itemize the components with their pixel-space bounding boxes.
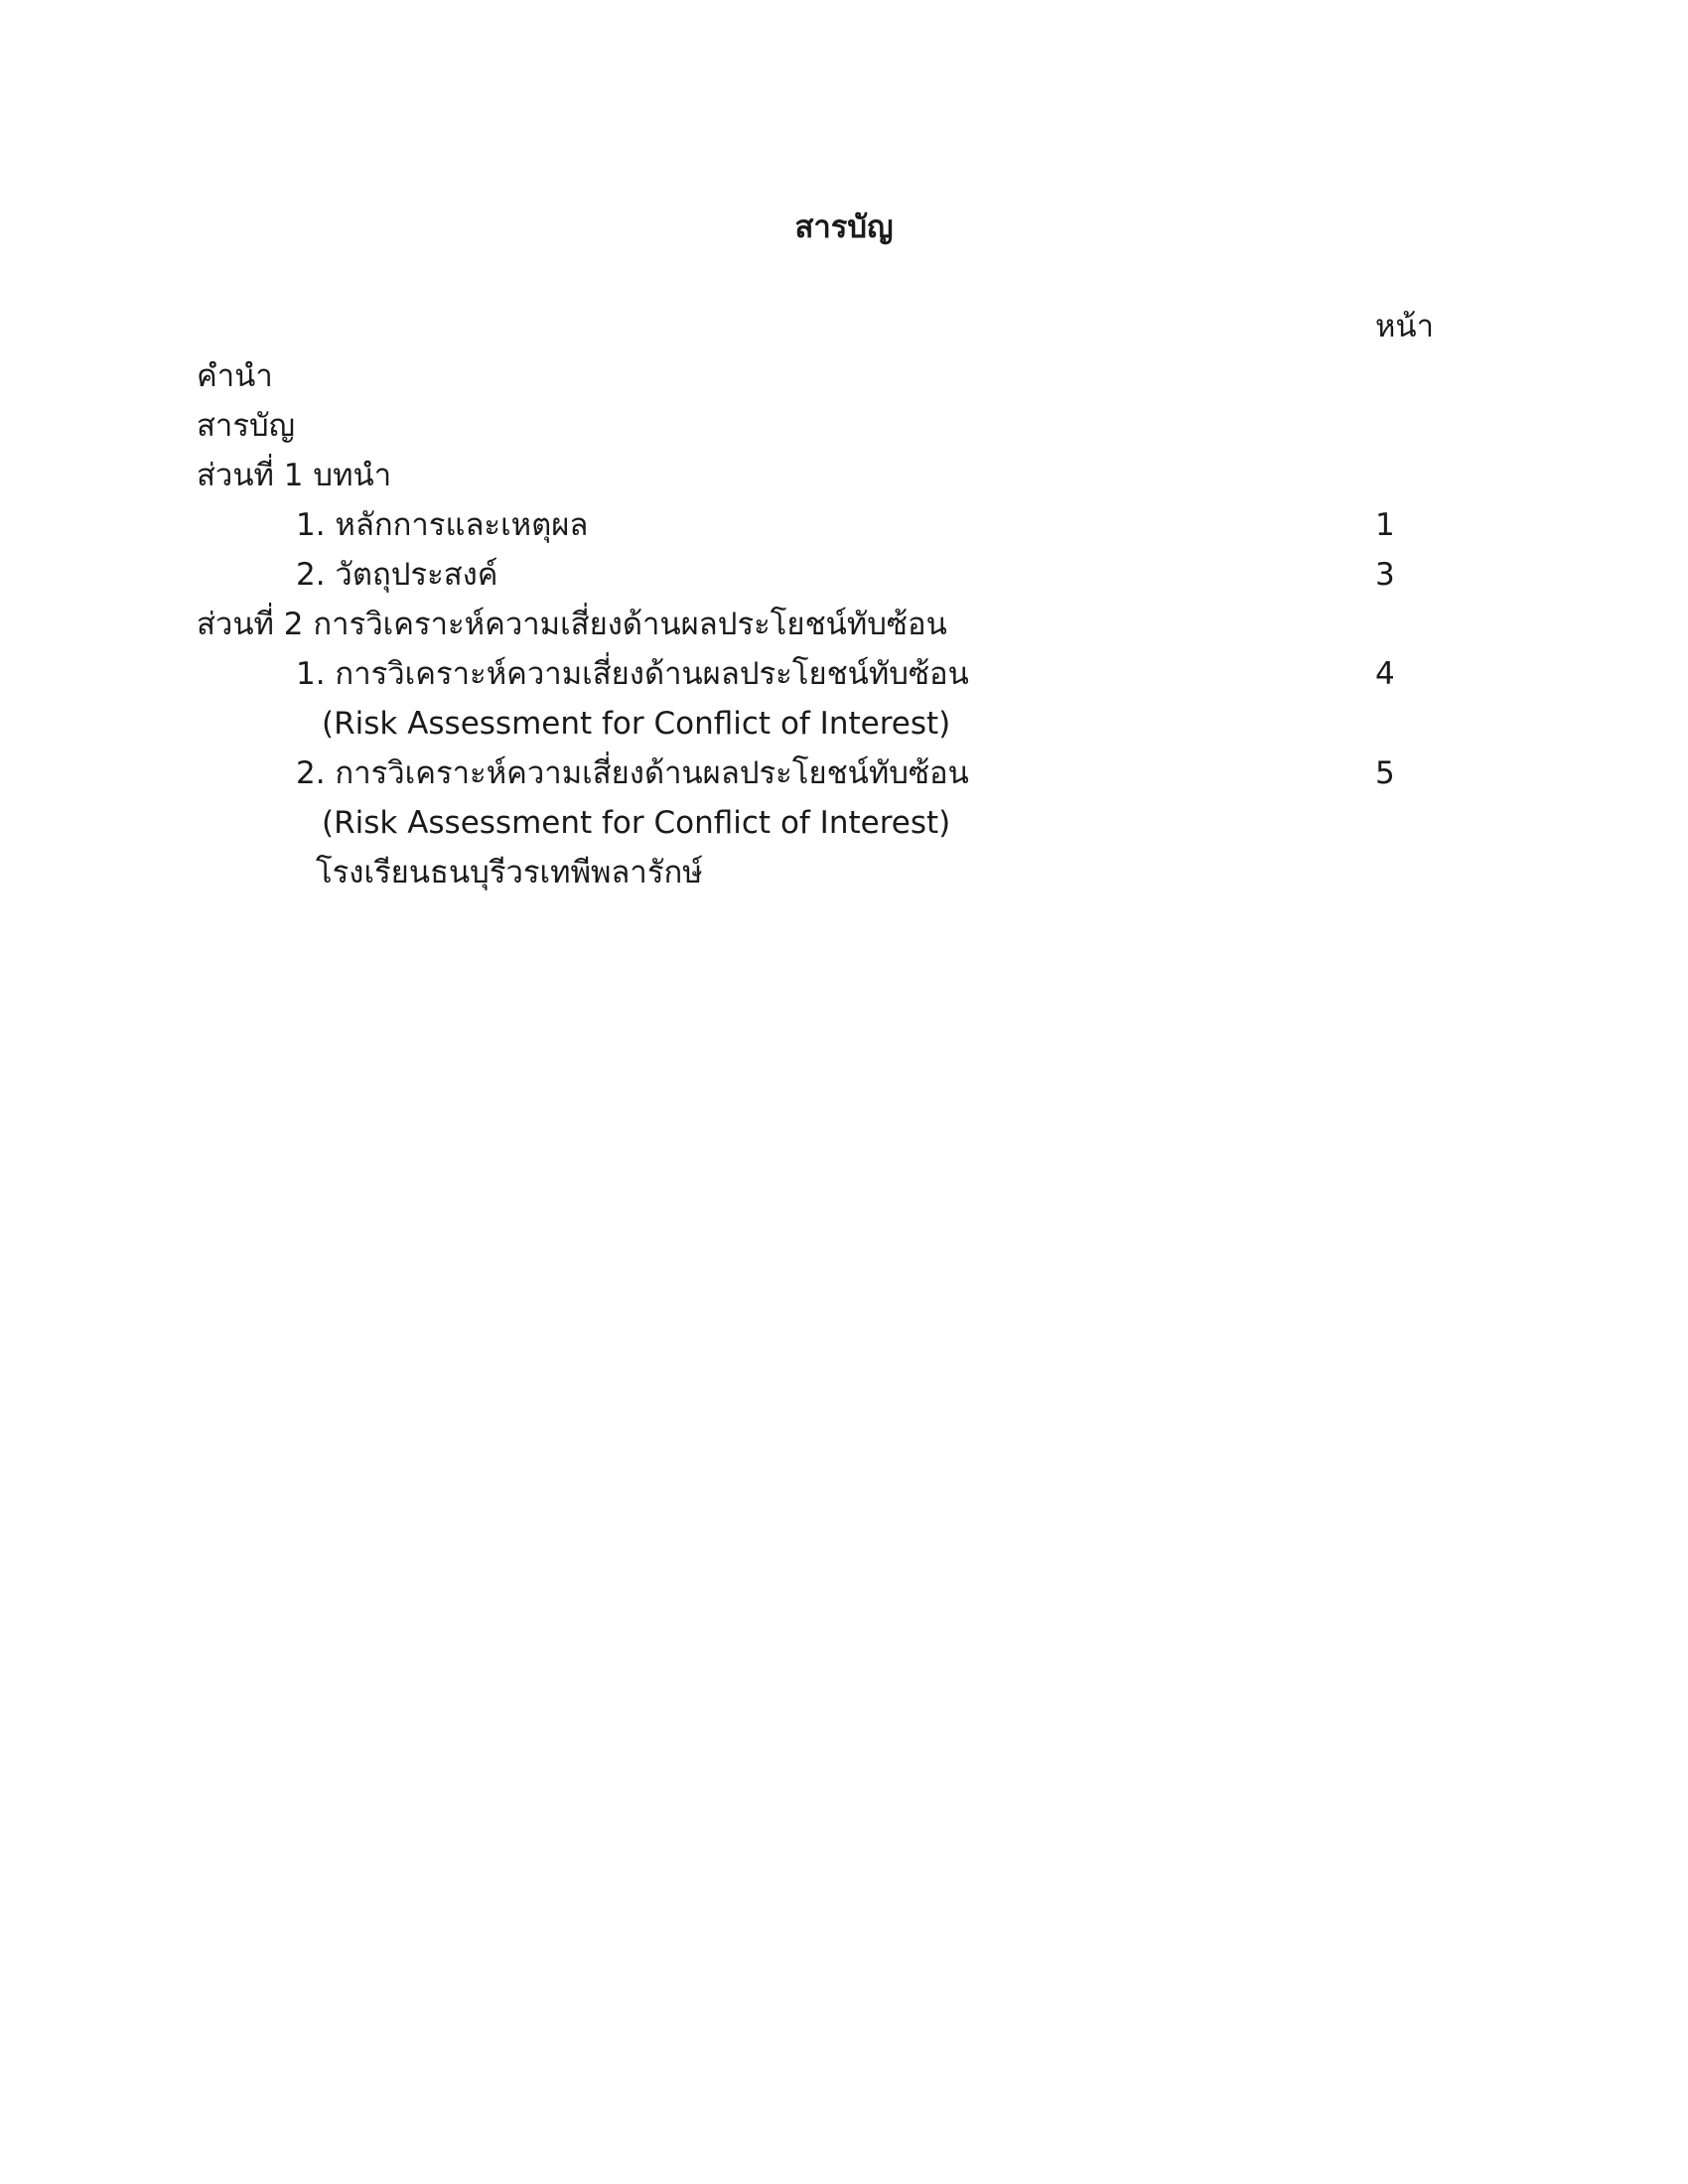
- toc-entry-part-2: ส่วนที่ 2 การวิเคราะห์ความเสี่ยงด้านผลประโยชน์ทับซ้อน: [197, 607, 947, 642]
- toc-page-number: 1: [1375, 507, 1395, 543]
- toc-entry-2-1-subtitle: (Risk Assessment for Conflict of Interest): [322, 706, 951, 742]
- toc-entry-part-1: ส่วนที่ 1 บทนำ: [197, 458, 392, 493]
- toc-entry-2-1: 1. การวิเคราะห์ความเสี่ยงด้านผลประโยชน์ทับซ้อน: [296, 656, 969, 692]
- toc-page-number: 5: [1375, 755, 1395, 791]
- toc-entry-2-2-subtitle: (Risk Assessment for Conflict of Interest): [322, 805, 951, 841]
- toc-entry-2-2: 2. การวิเคราะห์ความเสี่ยงด้านผลประโยชน์ทับซ้อน: [296, 755, 969, 791]
- document-title: สารบัญ: [794, 209, 894, 245]
- toc-entry-1-2: 2. วัตถุประสงค์: [296, 557, 498, 593]
- page-column-header: หน้า: [1375, 309, 1435, 344]
- toc-page-number: 4: [1375, 656, 1395, 692]
- toc-entry-contents: สารบัญ: [197, 408, 296, 444]
- toc-entry-2-2-school: โรงเรียนธนบุรีวรเทพีพลารักษ์: [316, 855, 703, 890]
- toc-entry-foreword: คำนำ: [197, 358, 273, 394]
- toc-page-number: 3: [1375, 557, 1395, 593]
- toc-entry-1-1: 1. หลักการและเหตุผล: [296, 507, 589, 543]
